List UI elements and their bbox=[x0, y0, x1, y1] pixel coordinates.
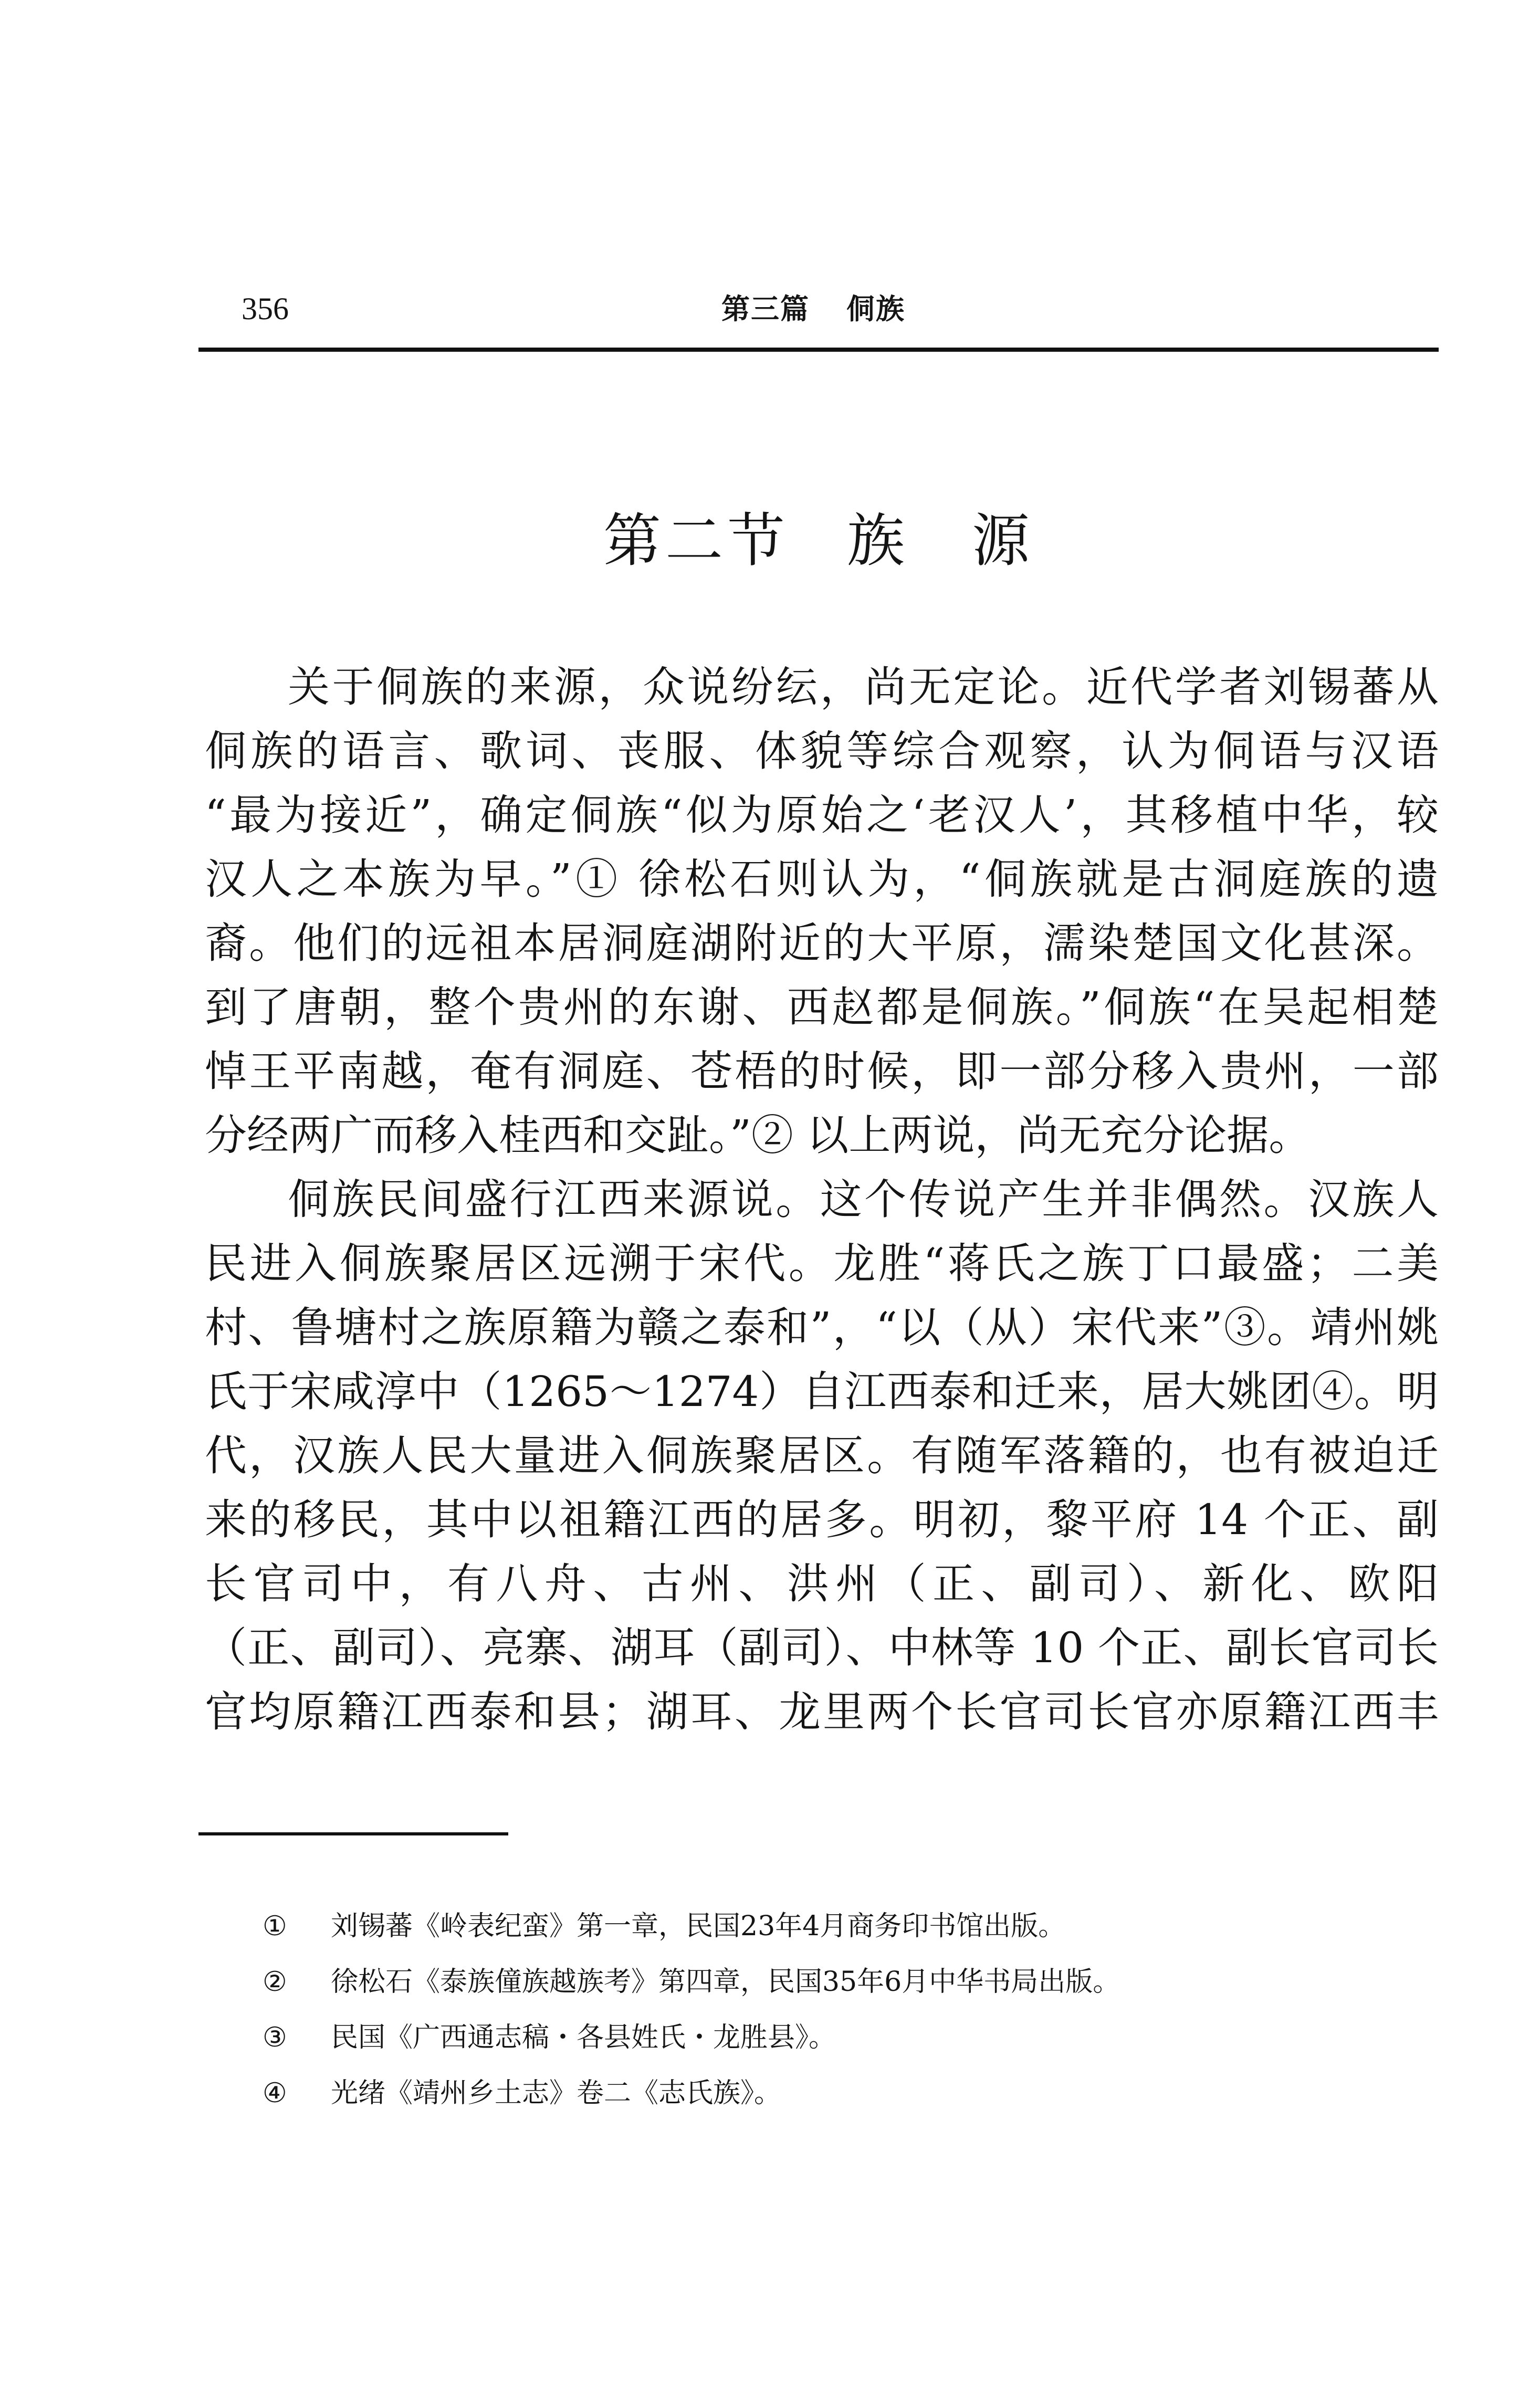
footnote-marker: ② bbox=[263, 1966, 287, 1998]
section-title-char-1: 族 bbox=[847, 507, 909, 574]
section-number: 第二节 bbox=[603, 507, 789, 574]
paragraph-line: 官均原籍江西泰和县；湖耳、龙里两个长官司长官亦原籍江西丰 bbox=[205, 1687, 1439, 1736]
paragraph-line: 到了唐朝，整个贵州的东谢、西赵都是侗族。”侗族“在吴起相楚 bbox=[205, 983, 1439, 1032]
section-title bbox=[198, 504, 1439, 578]
footnote bbox=[263, 1958, 1439, 2006]
paragraph-line: 侗族的语言、歌词、丧服、体貌等综合观察，认为侗语与汉语 bbox=[205, 727, 1439, 775]
page-number: 356 bbox=[242, 291, 289, 326]
page-header bbox=[198, 290, 1439, 328]
paragraph-line: 悼王平南越，奄有洞庭、苍梧的时候，即一部分移入贵州，一部 bbox=[205, 1047, 1439, 1096]
footnote-text: 光绪《靖州乡土志》卷二《志氏族》。 bbox=[331, 2077, 782, 2109]
footnote bbox=[263, 2070, 1439, 2117]
paragraph-line: 关于侗族的来源，众说纷纭，尚无定论。近代学者刘锡蕃从 bbox=[288, 663, 1439, 711]
paragraph-line: 村、鲁塘村之族原籍为赣之泰和”，“以（从）宋代来”③。靖州姚 bbox=[205, 1303, 1439, 1352]
footnote-text: 民国《广西通志稿・各县姓氏・龙胜县》。 bbox=[331, 2022, 836, 2053]
paragraph-line: 长官司中，有八舟、古州、洪州（正、副司）、新化、欧阳 bbox=[205, 1559, 1439, 1608]
paragraph-line: 代，汉族人民大量进入侗族聚居区。有随军落籍的，也有被迫迁 bbox=[205, 1431, 1439, 1480]
paragraph-line: 汉人之本族为早。”① 徐松石则认为，“侗族就是古洞庭族的遗 bbox=[205, 855, 1439, 904]
section-title-char-2: 源 bbox=[972, 507, 1034, 574]
footnote-marker: ① bbox=[263, 1911, 287, 1942]
running-head bbox=[721, 290, 905, 328]
paragraph-line: （正、副司）、亮寨、湖耳（副司）、中林等 10 个正、副长官司长 bbox=[205, 1623, 1439, 1672]
paragraph-line: 裔。他们的远祖本居洞庭湖附近的大平原，濡染楚国文化甚深。 bbox=[205, 919, 1439, 968]
paragraph-line: 分经两广而移入桂西和交趾。”② 以上两说，尚无充分论据。 bbox=[205, 1111, 1311, 1160]
footnote-text: 徐松石《泰族僮族越族考》第四章，民国35年6月中华书局出版。 bbox=[331, 1966, 1120, 1998]
paragraph-line: 来的移民，其中以祖籍江西的居多。明初，黎平府 14 个正、副 bbox=[205, 1495, 1439, 1544]
header-rule bbox=[198, 348, 1439, 352]
chapter-label: 侗族 bbox=[846, 292, 905, 326]
part-label: 第三篇 bbox=[721, 292, 810, 326]
footnote-marker: ③ bbox=[263, 2022, 287, 2053]
footnote-marker: ④ bbox=[263, 2077, 287, 2109]
paragraph-line: 侗族民间盛行江西来源说。这个传说产生并非偶然。汉族人 bbox=[288, 1175, 1439, 1224]
paragraph-line: “最为接近”，确定侗族“似为原始之‘老汉人’，其移植中华，较 bbox=[205, 791, 1439, 840]
footnote bbox=[263, 1903, 1439, 1950]
footnote-rule bbox=[198, 1832, 508, 1835]
footnote bbox=[263, 2014, 1439, 2061]
paragraph-line: 民进入侗族聚居区远溯于宋代。龙胜“蒋氏之族丁口最盛；二美 bbox=[205, 1239, 1439, 1288]
paragraph-line: 氏于宋咸淳中（1265～1274）自江西泰和迁来，居大姚团④。明 bbox=[205, 1367, 1439, 1416]
footnote-text: 刘锡蕃《岭表纪蛮》第一章，民国23年4月商务印书馆出版。 bbox=[331, 1911, 1066, 1942]
